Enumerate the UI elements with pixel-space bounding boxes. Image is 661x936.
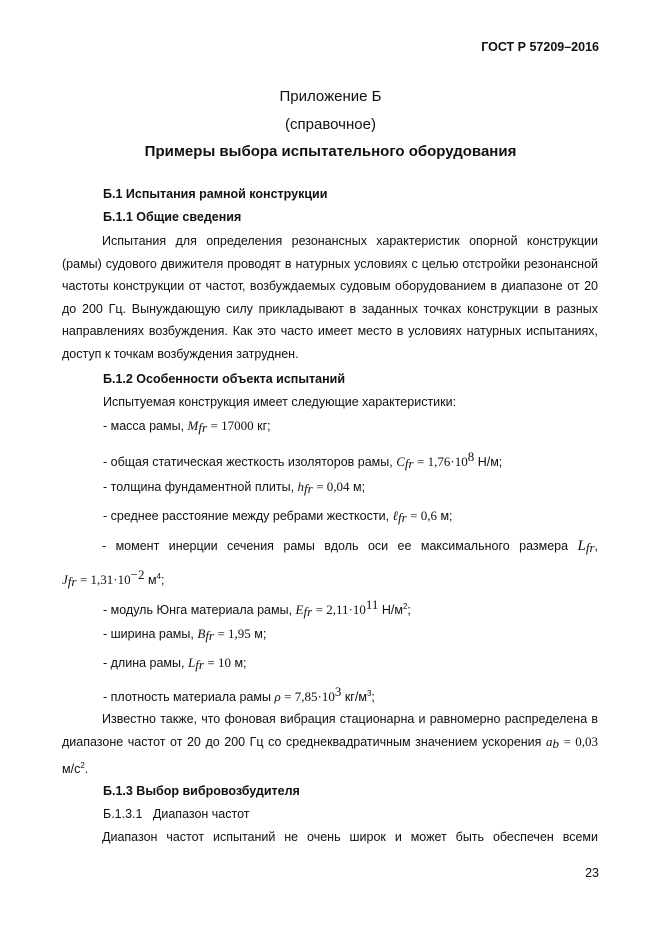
- punctuation: ;: [407, 603, 411, 617]
- item-label: - среднее расстояние между ребрами жесткости,: [103, 509, 390, 523]
- item-label: - момент инерции сечения рамы вдоль оси ее максимального размера: [102, 539, 569, 553]
- item-length: [103, 655, 247, 673]
- section-b11-paragraph: [62, 230, 598, 365]
- item-unit: м;: [440, 509, 453, 523]
- section-b1-heading: Б.1 Испытания рамной конструкции: [103, 187, 328, 201]
- item-value: = 0,03: [563, 733, 598, 749]
- item-value: = 0,04: [316, 479, 350, 494]
- punctuation: ;: [160, 573, 165, 587]
- item-inertia-line2: [62, 567, 164, 590]
- item-unit: м: [147, 573, 157, 587]
- item-stiffness: [103, 449, 502, 472]
- item-value: = 2,11·10: [315, 602, 366, 617]
- appendix-status: (справочное): [285, 116, 376, 133]
- item-unit: кг/м: [344, 690, 367, 704]
- item-unit: м/с: [62, 762, 81, 776]
- item-label: - ширина рамы,: [103, 627, 194, 641]
- math-subscript: b: [552, 735, 559, 751]
- math-symbol: B: [197, 626, 206, 641]
- math-symbol: ρ: [274, 689, 281, 704]
- math-symbol: J: [62, 572, 68, 587]
- math-symbol: C: [396, 454, 405, 469]
- item-rib-distance: [103, 508, 453, 526]
- math-subscript: fr: [198, 420, 208, 435]
- item-density: [103, 684, 375, 705]
- math-subscript: fr: [404, 456, 414, 471]
- section-b13-heading: Б.1.3 Выбор вибровозбудителя: [103, 784, 300, 798]
- unit-exponent: 4: [156, 572, 161, 581]
- item-value: = 1,95: [217, 626, 251, 641]
- item-unit: м;: [353, 480, 366, 494]
- item-unit: Н/м;: [477, 455, 503, 469]
- math-exponent: −2: [130, 567, 145, 582]
- item-unit: м;: [234, 656, 247, 670]
- item-unit: кг;: [257, 419, 271, 433]
- item-label: - модуль Юнга материала рамы,: [103, 603, 293, 617]
- math-subscript: fr: [397, 510, 407, 525]
- math-symbol: h: [297, 479, 305, 494]
- section-b131-text: Диапазон частот испытаний не очень широк и может быть обеспечен всеми: [102, 830, 598, 844]
- item-mass: [103, 418, 271, 436]
- standard-header: ГОСТ Р 57209–2016: [481, 40, 599, 54]
- math-exponent: 3: [334, 684, 342, 699]
- math-subscript: fr: [195, 657, 204, 672]
- section-b131-paragraph: [62, 830, 598, 844]
- unit-exponent: 2: [402, 602, 408, 611]
- item-value: = 17000: [210, 418, 254, 433]
- page-number: 23: [585, 866, 599, 880]
- item-value: = 10: [207, 655, 231, 670]
- item-young-modulus: [103, 597, 411, 620]
- characteristics-intro: Испытуемая конструкция имеет следующие характеристики:: [103, 395, 457, 409]
- math-symbol: L: [187, 655, 196, 670]
- item-label: - длина рамы,: [103, 656, 185, 670]
- punctuation: ;: [371, 690, 375, 704]
- item-thickness: [103, 479, 365, 497]
- item-label: - общая статическая жесткость изоляторов рамы,: [103, 455, 393, 469]
- item-value: = 1,31·10: [79, 572, 131, 587]
- math-symbol: M: [187, 418, 199, 433]
- item-width: [103, 626, 266, 644]
- appendix-title: Приложение Б: [279, 88, 382, 105]
- section-b11-heading: Б.1.1 Общие сведения: [103, 210, 242, 224]
- section-b131-heading: Б.1.3.1 Диапазон частот: [103, 807, 250, 821]
- math-symbol: L: [577, 538, 586, 554]
- separator: ,: [594, 539, 598, 553]
- section-b11-text: Испытания для определения резонансных характеристик опорной конструкции (рамы) судового движителя проводят в натурных условиях с целью отстройки резонансной частоты конструкции от частот, возбуждаемых судовым оборудованием в диапазоне от 20 до 200 Гц. Вынуждающую силу прикладывают в заданных точках конструкции в разных направлениях возбуждения. Как это часто имеет место в условиях натурных испытаниях, доступ к точкам возбуждения затруднен.: [62, 234, 598, 361]
- item-label: - плотность материала рамы: [103, 690, 271, 704]
- math-exponent: 8: [467, 449, 475, 464]
- math-exponent: 11: [365, 597, 379, 612]
- item-label: - масса рамы,: [103, 419, 185, 433]
- appendix-subject: Примеры выбора испытательного оборудования: [144, 143, 517, 160]
- item-inertia-line1: [62, 538, 598, 556]
- item-value: = 1,76·10: [417, 454, 468, 469]
- item-unit: Н/м: [381, 603, 403, 617]
- math-symbol: ℓ: [392, 508, 398, 523]
- math-subscript: fr: [585, 540, 595, 555]
- unit-exponent: 2: [80, 761, 85, 770]
- item-value: = 7,85·10: [284, 689, 335, 704]
- background-vibration-paragraph: [62, 708, 598, 781]
- math-subscript: fr: [67, 574, 77, 589]
- item-label: - толщина фундаментной плиты,: [103, 480, 295, 494]
- math-symbol: E: [295, 602, 304, 617]
- background-vibration-text: Известно также, что фоновая вибрация стационарна и равномерно распределена в диапазоне частот от 20 до 200 Гц со среднеквадратичным значением ускорения: [62, 712, 598, 749]
- math-subscript: fr: [205, 628, 214, 643]
- math-symbol: a: [546, 733, 553, 749]
- item-unit: м;: [254, 627, 267, 641]
- punctuation: .: [84, 762, 89, 776]
- math-subscript: fr: [304, 481, 313, 496]
- math-subscript: fr: [303, 604, 313, 619]
- item-value: = 0,6: [410, 508, 437, 523]
- section-b12-heading: Б.1.2 Особенности объекта испытаний: [103, 372, 346, 386]
- unit-exponent: 3: [366, 689, 372, 698]
